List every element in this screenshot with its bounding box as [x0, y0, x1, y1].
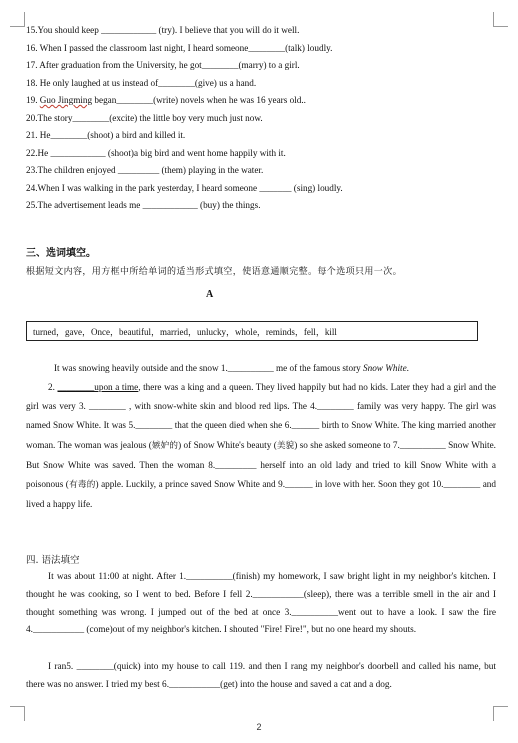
- passage-label: A: [206, 289, 214, 300]
- section-4-paragraph-2: I ran5. ________(quick) into my house to call 119. and then I rang my neighbor's doorbell and called his name, but there was no answer. I tried my best 6.___________(get) into the house and saved a cat and a dog.: [26, 662, 496, 690]
- question-16: 16. When I passed the classroom last night, I heard someone________(talk) loudly.: [26, 42, 333, 53]
- crop-mark-top-left: [10, 12, 25, 27]
- passage-a-p1-text: It was snowing heavily outside and the snow 1.__________ me of the famous story: [54, 363, 364, 373]
- story-title: Snow White: [363, 363, 407, 373]
- gloss-poisonous: 有毒的: [68, 480, 96, 491]
- gloss-beauty: 美貌: [276, 440, 295, 451]
- passage-a-paragraph-1: [26, 359, 496, 378]
- passage-a-p2-text-2: ) of Snow White's beauty (: [178, 439, 277, 450]
- word-bank-box: turned，gave，Once，beautiful，married，unlucky，whole，reminds，fell，kill: [26, 321, 478, 341]
- crop-mark-bottom-left: [10, 706, 25, 721]
- crop-mark-bottom-right: [493, 706, 508, 721]
- question-23: 23.The children enjoyed _________ (them) playing in the water.: [26, 165, 264, 175]
- passage-a-p2-text-3: ) so she asked someone to 7.__________ Snow White. But Snow White was saved. Then the woman 8._________ herself into an old lady and tried to kill Snow White with a poisonous (: [26, 439, 496, 490]
- section-4-title: 四. 语法填空: [26, 555, 80, 566]
- gloss-jealous: 嫉妒的: [151, 440, 179, 451]
- question-19: [26, 92, 496, 110]
- page-number: 2: [256, 722, 262, 732]
- section-3-title: 三、选词填空。: [26, 248, 96, 259]
- passage-a-p2-text-4: ) apple. Luckily, a prince saved Snow White and 9.______ in love with her. Soon they got 10.________ and lived a happy life.: [26, 479, 496, 510]
- question-24: 24.When I was walking in the park yesterday, I heard someone _______ (sing) loudly.: [26, 182, 343, 193]
- passage-a-paragraph-2: [26, 378, 496, 514]
- section-4-paragraph-1: It was about 11:00 at night. After 1.__________(finish) my homework, I saw bright light in my neighbor's kitchen. I thought he was cooking, so I went to bed. Before I fell 2.___________(sleep), there was a terrible smell in the air and I thought something was wrong. I jumped out of the bed at once 3.__________went out to have a look. I saw the fire 4.___________ (come)out of my neighbor's kitchen. I shouted "Fire! Fire!", but no one heard my shouts.: [26, 572, 496, 636]
- question-20: 20.The story________(excite) the little boy very much just now.: [26, 112, 263, 123]
- question-19-name: Guo Jingming: [39, 95, 93, 105]
- question-17: 17. After graduation from the University, he got________(marry) to a girl.: [26, 60, 300, 70]
- blank-2-number: 2.: [48, 382, 58, 392]
- question-15: 15.You should keep ____________ (try). I believe that you will do it well.: [26, 25, 300, 35]
- question-18: 18. He only laughed at us instead of________(give) us a hand.: [26, 77, 257, 88]
- passage-a-p1-end: .: [406, 363, 409, 373]
- question-list: [26, 22, 496, 215]
- question-25: 25.The advertisement leads me ____________ (buy) the things.: [26, 200, 261, 210]
- question-22: 22.He ____________ (shoot)a big bird and went home happily with it.: [26, 147, 286, 158]
- passage-a-p2-text: , there was a king and a queen. They lived happily but had no kids. Later they had a girl and the girl was very 3. ________ , with snow-white skin and blood red lips. The 4.________ family was very happy. The girl was named Snow White. It was 5.________ that the queen died when she 6.______ birth to Snow White. The king married another woman. The woman was jealous (: [26, 382, 496, 450]
- question-21: 21. He________(shoot) a bird and killed it.: [26, 130, 186, 140]
- blank-2-phrase: ________upon a time: [57, 382, 139, 392]
- section-3-instruction: 根据短文内容，用方框中所给单词的适当形式填空，使语意通顺完整。每个选项只用一次。: [26, 267, 403, 277]
- question-19-rest: began________(write) novels when he was 16 years old..: [92, 95, 306, 105]
- question-19-number: 19.: [26, 95, 40, 105]
